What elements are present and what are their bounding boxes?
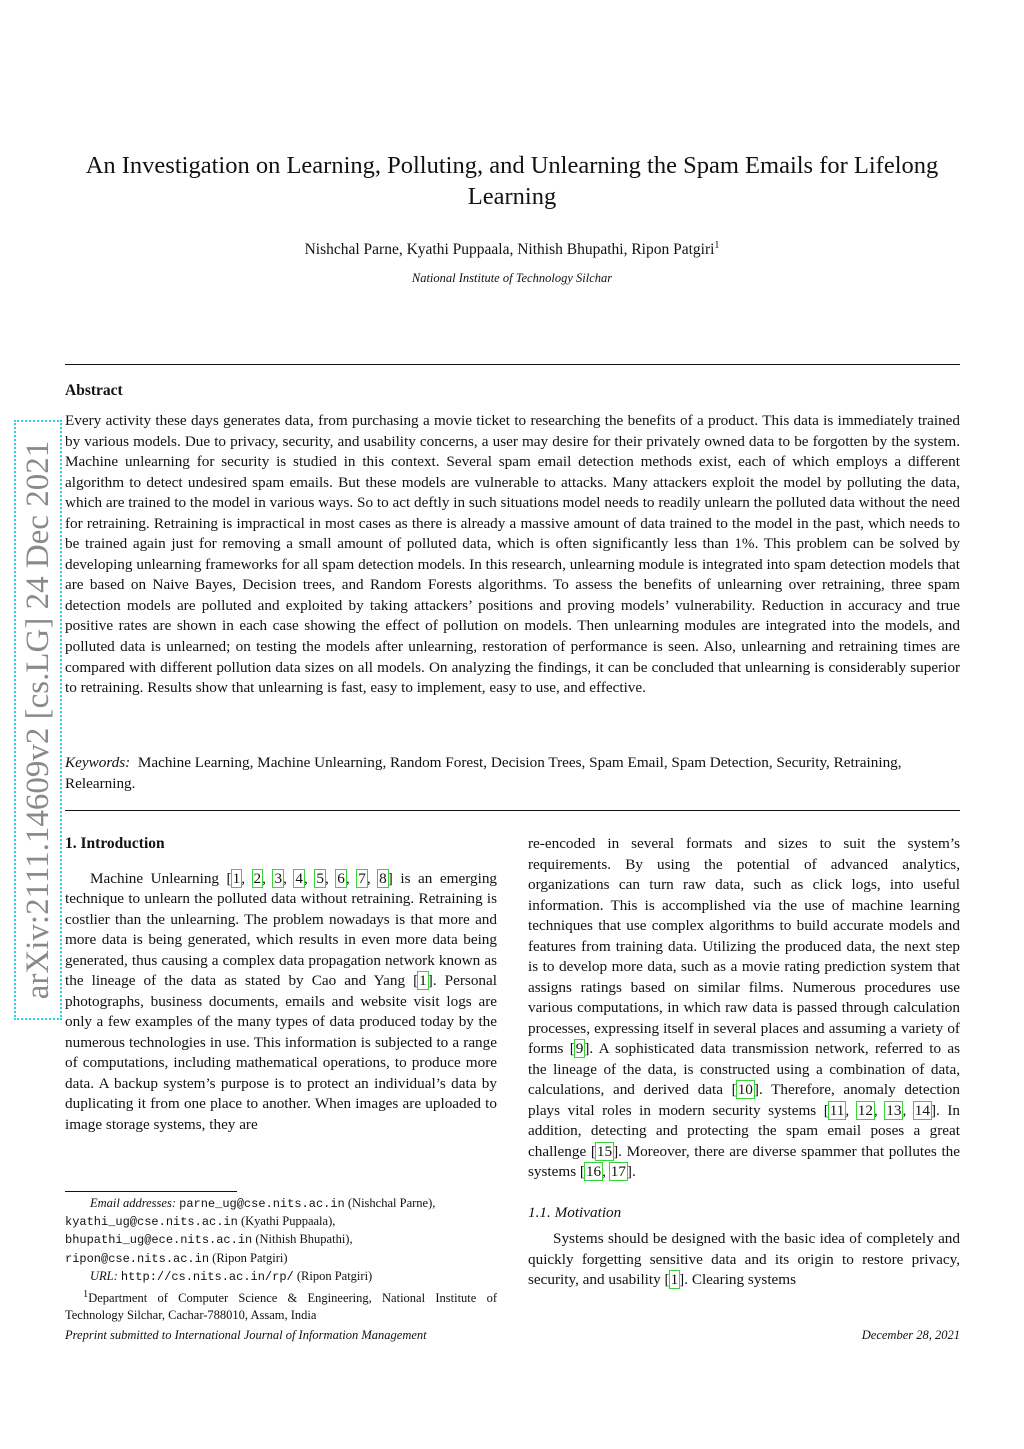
intro-text-2: ] is an emerging technique to unlearn the polluted data without retraining. Retraining is costlier than the unlearning. The problem nowadays is that more and more data is being generated, which results in even more data being generated, thus causing a complex data propagation network known as the lineage of the data as stated by Cao and Yang [ xyxy=(65,869,498,989)
intro-cont-text-3: ]. Therefore, anomaly detection plays vital roles in modern security systems [ xyxy=(528,1081,960,1119)
citation-link[interactable]: 3 xyxy=(274,869,283,887)
email-link[interactable]: bhupathi_ug@ece.nits.ac.in xyxy=(65,1233,253,1248)
citation-link[interactable]: 10 xyxy=(737,1081,753,1098)
left-column xyxy=(65,834,497,1135)
url-footnote xyxy=(65,1268,497,1286)
affiliation: National Institute of Technology Silchar xyxy=(411,271,613,285)
citation-link[interactable]: 11 xyxy=(829,1101,845,1119)
citation-link[interactable]: 17 xyxy=(610,1163,626,1180)
right-column xyxy=(528,834,960,1291)
citation-link[interactable]: 1 xyxy=(419,972,427,989)
subsection-heading-motivation: 1.1. Motivation xyxy=(528,1203,622,1221)
citation-link[interactable]: 7 xyxy=(358,869,366,887)
email-footnote xyxy=(65,1195,497,1268)
email-owner: (Nithish Bhupathi), xyxy=(255,1232,353,1247)
abstract-bottom-rule xyxy=(65,810,960,811)
author-list xyxy=(0,240,1024,259)
abstract-heading: Abstract xyxy=(65,382,123,399)
top-rule xyxy=(65,364,960,365)
citation-link[interactable]: 16 xyxy=(585,1163,602,1180)
email-link[interactable]: parne_ug@cse.nits.ac.in xyxy=(179,1197,345,1211)
motivation-text-2: ]. Clearing systems xyxy=(679,1271,797,1288)
citation-link[interactable]: 8 xyxy=(379,869,387,887)
footer-date: December 28, 2021 xyxy=(861,1328,960,1342)
keywords-label: Keywords: xyxy=(65,754,131,771)
section-heading-introduction: 1. Introduction xyxy=(65,835,165,852)
citation-link[interactable]: 5 xyxy=(316,869,324,887)
email-link[interactable]: kyathi_ug@cse.nits.ac.in xyxy=(65,1215,238,1230)
email-link[interactable]: ripon@cse.nits.ac.in xyxy=(65,1251,210,1266)
paper-title: An Investigation on Learning, Polluting, and Unlearning the Spam Emails for Lifelong Learning xyxy=(85,152,939,210)
email-owner: (Ripon Patgiri) xyxy=(212,1250,288,1265)
footnotes xyxy=(65,1195,497,1325)
keywords-text: Machine Learning, Machine Unlearning, Random Forest, Decision Trees, Spam Email, Spam Detection, Security, Retraining, Relearning. xyxy=(65,754,902,792)
email-label: Email addresses: xyxy=(90,1196,176,1210)
authors-text: Nishchal Parne, Kyathi Puppaala, Nithish Bhupathi, Ripon Patgiri xyxy=(304,241,715,259)
citation-link[interactable]: 13 xyxy=(886,1101,902,1119)
preprint-note: Preprint submitted to International Journal of Information Management xyxy=(65,1328,427,1342)
intro-cont-text-5: ]. Moreover, there are diverse spammer that pollutes the systems [ xyxy=(528,1142,960,1180)
citation-link[interactable]: 1 xyxy=(232,869,241,887)
intro-text-1: Machine Unlearning [ xyxy=(90,869,232,887)
motivation-paragraph xyxy=(528,1229,960,1291)
email-owner: (Kyathi Puppaala), xyxy=(240,1214,336,1229)
citation-link[interactable]: 1 xyxy=(670,1271,679,1288)
abstract-text: Every activity these days generates data, from purchasing a movie ticket to researching the benefits of a product. This data is immediately trained by various models. Due to privacy, security, and usability concerns, a user may desire for their privately owned data to be forgotten by the system. Machine unlearning for security is studied in this context. Several spam email detection methods exist, each of which employs a different algorithm to detect undesired spam emails. But these models are vulnerable to attacks. Many attackers exploit the model by polluting the data, which are trained to the model in various ways. So to act deftly in such situations model needs to readily unlearn the polluted data without the need for retraining. Retraining is impractical in most cases as there is already a massive amount of data trained to the model in the past, which needs to be trained again just for removing a small amount of polluted data, which is often significantly less than 1%. This problem can be solved by developing unlearning frameworks for all spam detection models. In this research, unlearning module is integrated into spam detection models that are based on Naive Bayes, Decision trees, and Random Forests algorithms. To assess the benefits of unlearning over retraining, three spam detection models are polluted and exploited by taking attackers’ positions and proving models’ vulnerability. Reduction in accuracy and true positive rates are shown in each case showing the effect of pollution on models. Then unlearning modules are integrated into the models, and polluted data is unlearned; on testing the models after unlearning, restoration of performance is seen. Also, unlearning and retraining times are compared with different pollution data sizes on all models. On analyzing the findings, it can be concluded that unlearning is considerably superior to retraining. Results show that unlearning is fast, easy to implement, easy to use, and effective. xyxy=(65,412,960,697)
intro-cont-text-4: ]. In addition, detecting and protecting the spam email poses a great challenge [ xyxy=(528,1101,961,1160)
affiliation-footnote-text: Department of Computer Science & Engineering, National Institute of Technology Silchar, Cachar-788010, Assam, India xyxy=(65,1291,497,1323)
email-owner: (Nishchal Parne), xyxy=(347,1196,436,1210)
citation-link[interactable]: 14 xyxy=(914,1101,930,1119)
citation-link[interactable]: 2 xyxy=(253,869,262,887)
citation-link[interactable]: 6 xyxy=(337,869,345,887)
intro-paragraph-continued: re-encoded in several formats and sizes to suit the system’s requirements. By using the potential of advanced analytics, organizations can turn raw data, such as click logs, into useful information. This is accomplished via the use of machine learning techniques that use complex algorithms to build accurate models and features from training data. Utilizing the produced data, the next step is to develop more data, such as a movie rating prediction system that assigns ratings based on similar films. Numerous procedures use various computations, in which raw data is passed through calculation processes, expressing itself in several places and assuming a variety of forms [9]. A sophisticated data transmission network, referred to as the lineage of the data, is constructed using a combination of data, calculations, and derived data [10]. Therefore, anomaly detection plays vital roles in modern security systems [11, 12, 13, 14]. In addition, detecting and protecting the spam email poses a great challenge [15]. Moreover, there are diverse spammer that pollutes the systems [16, 17]. xyxy=(528,835,961,1180)
url-owner: (Ripon Patgiri) xyxy=(296,1268,373,1283)
intro-paragraph: Machine Unlearning [1, 2, 3, 4, 5, 6, 7, 8] is an emerging technique to unlearn the polluted data without retraining. Retraining is costlier than the unlearning. The problem nowadays is that more and more data is being generated, which results in even more data being generated, thus causing a complex data propagation network known as the lineage of the data as stated by Cao and Yang [1]. Personal photographs, business documents, emails and website visit logs are only a few examples of the many types of data produced today by the numerous technologies in use. This information is subjected to a range of computations, including mathematical operations, to produce more data. A backup system’s purpose is to protect an individual’s data by duplicating it from one place to another. When images are uploaded to image storage systems, they are xyxy=(65,869,498,1133)
motivation-text-1: Systems should be designed with the basic idea of completely and quickly forgetting sensitive data and its origin to restore privacy, security, and usability [ xyxy=(528,1230,960,1288)
keywords xyxy=(65,753,945,794)
arxiv-stamp[interactable]: arXiv:2111.14609v2 [cs.LG] 24 Dec 2021 xyxy=(14,420,62,1020)
intro-cont-text-1: re-encoded in several formats and sizes to suit the system’s requirements. By using the potential of advanced analytics, organizations can turn raw data, such as click logs, into useful information. This is accomplished via the use of machine learning techniques that use complex algorithms to build accurate models and features from training data. Utilizing the produced data, the next step is to develop more data, such as a movie rating prediction system that assigns ratings based on similar films. Numerous procedures use various computations, in which raw data is passed through calculation processes, expressing itself in several places and assuming a variety of forms [ xyxy=(528,835,960,1057)
intro-cont-text-6: ]. xyxy=(626,1163,636,1180)
citation-link[interactable]: 15 xyxy=(596,1142,613,1160)
citation-link[interactable]: 9 xyxy=(575,1040,584,1057)
intro-cont-text-2: ]. A sophisticated data transmission network, referred to as the lineage of the data, is constructed using a combination of data, calculations, and derived data [ xyxy=(528,1040,960,1098)
url-link[interactable]: http://cs.nits.ac.in/rp/ xyxy=(120,1269,294,1284)
citation-link[interactable]: 4 xyxy=(295,869,304,887)
citation-link[interactable]: 12 xyxy=(857,1101,873,1119)
affiliation-footnote xyxy=(65,1286,497,1325)
footnote-mark: 1 xyxy=(83,1289,89,1301)
author-footnote-mark: 1 xyxy=(714,240,720,251)
url-label: URL: xyxy=(90,1268,118,1283)
footnote-rule xyxy=(65,1191,237,1192)
intro-text-3: ]. Personal photographs, business documents, emails and website visit logs are only a few examples of the many types of data produced today by the numerous technologies in use. This information is subjected to a range of computations, including mathematical operations, to produce more data. A backup system’s purpose is to protect an individual’s data by duplicating it from one place to another. When images are uploaded to image storage systems, they are xyxy=(65,972,497,1133)
